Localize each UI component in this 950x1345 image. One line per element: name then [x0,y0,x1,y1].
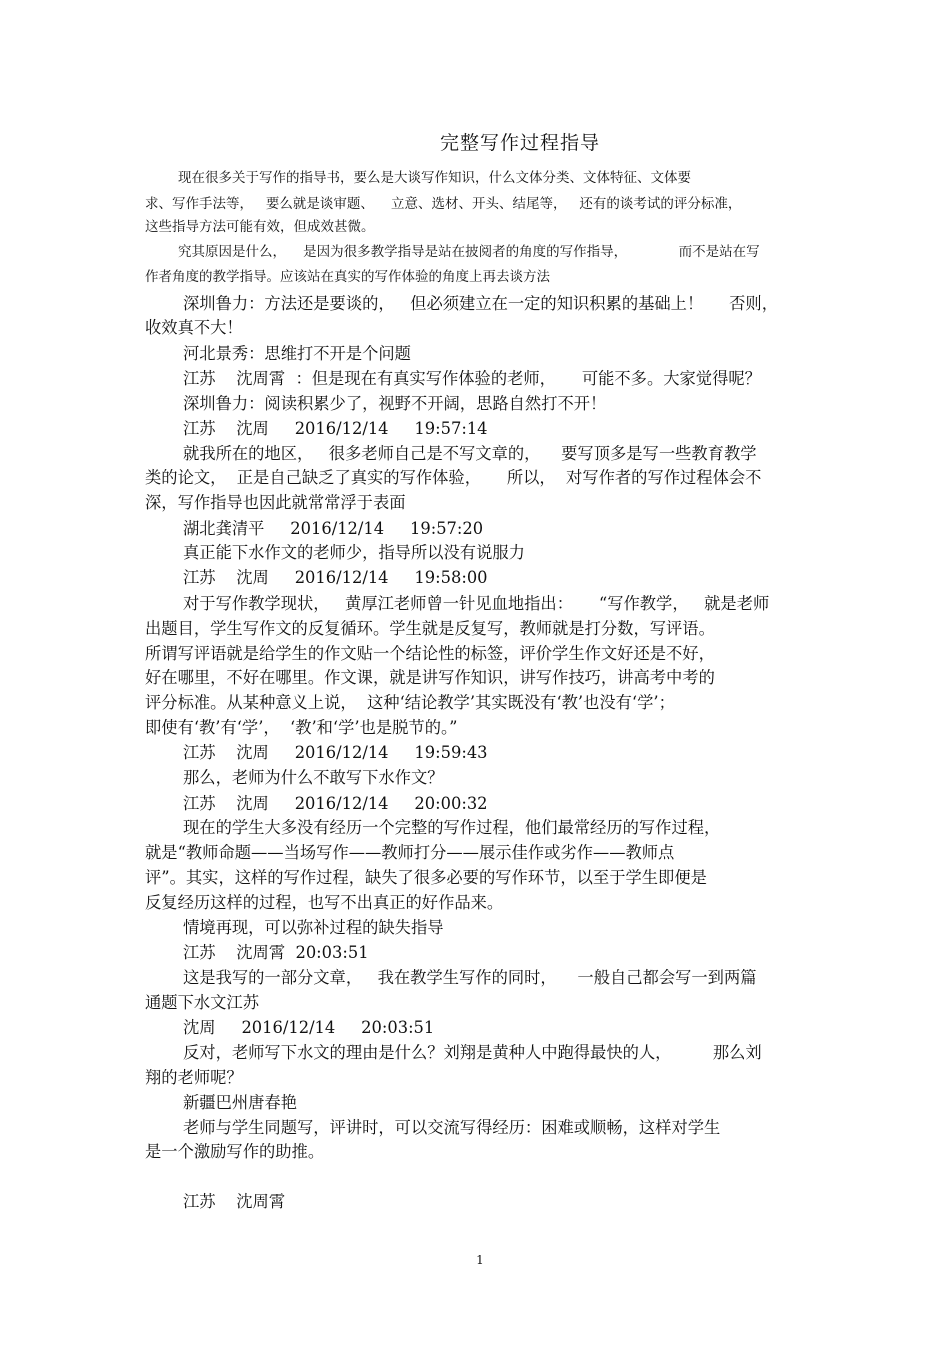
text-line: 现在的学生大多没有经历一个完整的写作过程，他们最常经历的写作过程， [183,818,721,837]
text-line: 河北景秀：思维打不开是个问题 [183,344,411,363]
text-line: 通题下水文江苏 [145,993,259,1012]
page-title: 完整写作过程指导 [439,132,600,154]
text-line: 收效真不大！ [145,318,243,337]
text-line: 评分标准。从某种意义上说， 这种‘结论教学’其实既没有‘教’也没有‘学’； [145,693,675,712]
timestamp-line: 江苏 沈周 2016/12/14 19:58:00 [183,568,488,587]
text-line: 究其原因是什么， 是因为很多教学指导是站在披阅者的角度的写作指导， 而不是站在写 [178,244,760,260]
timestamp-line: 江苏 沈周霄 20:03:51 [183,943,369,962]
text-line: 真正能下水作文的老师少，指导所以没有说服力 [183,543,525,562]
text-line: 所谓写评语就是给学生的作文贴一个结论性的标签，评价学生作文好还是不好， [145,644,715,663]
text-line: 对于写作教学现状， 黄厚江老师曾一针见血地指出： “写作教学， 就是老师 [183,594,770,613]
text-line: 就是“教师命题——当场写作——教师打分——展示佳作或劣作——教师点 [145,843,675,862]
timestamp-line: 江苏 沈周 2016/12/14 19:59:43 [183,743,488,762]
text-line: 江苏 沈周霄 [183,1192,286,1211]
text-line: 翔的老师呢？ [145,1068,243,1087]
text-line: 是一个激励写作的助推。 [145,1142,325,1161]
text-line: 深圳鲁力：方法还是要谈的， 但必须建立在一定的知识积累的基础上！ 否则， [183,294,778,313]
timestamp-line: 江苏 沈周 2016/12/14 20:00:32 [183,794,488,813]
text-line: 那么，老师为什么不敢写下水作文？ [183,768,444,787]
text-line: 江苏 沈周霄 ：但是现在有真实写作体验的老师， 可能不多。大家觉得呢？ [183,369,761,388]
text-line: 即使有‘教’有‘学’， ‘教’和‘学’也是脱节的。” [145,718,458,737]
text-line: 这是我写的一部分文章， 我在教学生写作的同时， 一般自己都会写一到两篇 [183,968,757,987]
text-line: 作者角度的教学指导。应该站在真实的写作体验的角度上再去谈方法 [145,269,550,285]
text-line: 类的论文， 正是自己缺乏了真实的写作体验， 所以， 对写作者的写作过程体会不 [145,468,762,487]
text-line: 评”。其实，这样的写作过程，缺失了很多必要的写作环节，以至于学生即便是 [145,868,707,887]
page-number: 1 [476,1253,484,1267]
timestamp-line: 江苏 沈周 2016/12/14 19:57:14 [183,419,488,438]
timestamp-line: 湖北龚清平 2016/12/14 19:57:20 [183,519,484,538]
text-line: 新疆巴州唐春艳 [183,1093,297,1112]
timestamp-line: 沈周 2016/12/14 20:03:51 [183,1018,435,1037]
text-line: 反对，老师写下水文的理由是什么？刘翔是黄种人中跑得最快的人， 那么刘 [183,1043,762,1062]
text-line: 好在哪里，不好在哪里。作文课，就是讲写作知识，讲写作技巧，讲高考中考的 [145,668,715,687]
text-line: 老师与学生同题写，评讲时，可以交流写得经历：困难或顺畅，这样对学生 [183,1118,721,1137]
text-line: 求、写作手法等， 要么就是谈审题、 立意、选材、开头、结尾等， 还有的谈考试的评分标准， [145,196,742,212]
text-line: 这些指导方法可能有效，但成效甚微。 [145,219,375,235]
text-line: 就我所在的地区， 很多老师自己是不写文章的， 要写顶多是写一些教育教学 [183,444,757,463]
text-line: 现在很多关于写作的指导书，要么是大谈写作知识，什么文体分类、文体特征、文体要 [178,170,691,186]
text-line: 反复经历这样的过程，也写不出真正的好作品来。 [145,893,504,912]
text-line: 深圳鲁力：阅读积累少了，视野不开阔，思路自然打不开！ [183,394,607,413]
text-line: 情境再现，可以弥补过程的缺失指导 [183,918,444,937]
text-line: 出题目，学生写作文的反复循环。学生就是反复写，教师就是打分数，写评语。 [145,619,715,638]
text-line: 深，写作指导也因此就常常浮于表面 [145,493,406,512]
